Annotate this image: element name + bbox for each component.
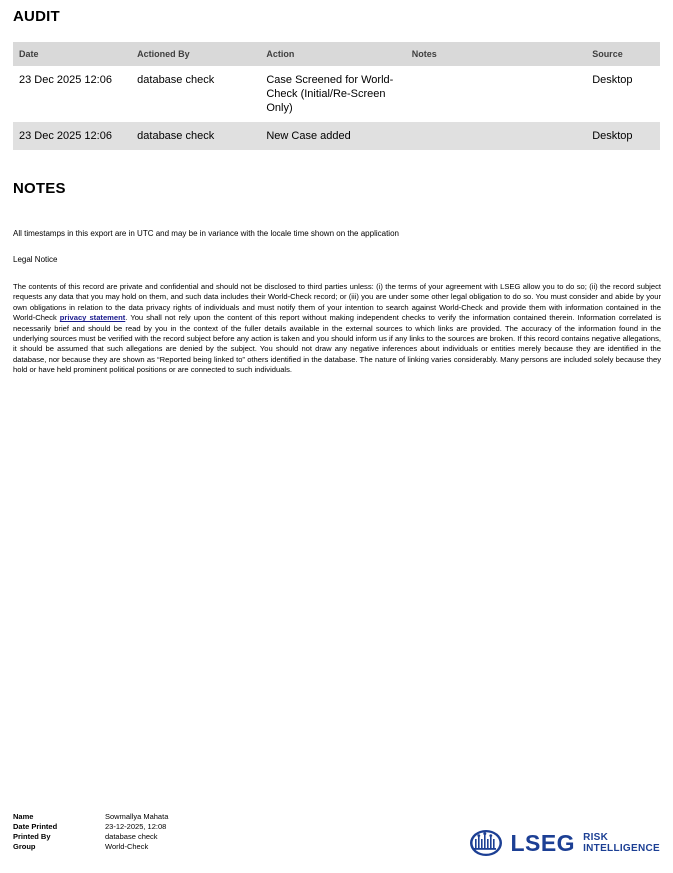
footer-key-date-printed: Date Printed bbox=[13, 822, 58, 831]
footer-value-group: World-Check bbox=[105, 842, 149, 851]
audit-cell-date: 23 Dec 2025 12:06 bbox=[13, 122, 131, 150]
audit-table bbox=[13, 42, 660, 150]
audit-table-header-row bbox=[13, 42, 660, 66]
footer-key-printed-by: Printed By bbox=[13, 832, 51, 841]
audit-column-date: Date bbox=[13, 42, 131, 66]
footer-row-name bbox=[13, 812, 168, 822]
table-row bbox=[13, 122, 660, 150]
audit-cell-date: 23 Dec 2025 12:06 bbox=[19, 74, 112, 86]
audit-column-source: Source bbox=[586, 42, 660, 66]
audit-cell-actioned-by: database check bbox=[131, 122, 260, 150]
legal-notice-body bbox=[13, 282, 661, 376]
privacy-statement-link[interactable]: privacy statement bbox=[59, 313, 126, 323]
lseg-crest-icon bbox=[469, 828, 503, 858]
audit-cell-notes bbox=[406, 66, 586, 122]
notes-section bbox=[13, 228, 661, 376]
footer-key-group: Group bbox=[13, 842, 36, 851]
legal-text-part1: The contents of this record are private and confidential and should not be disclosed to third parties unless: (i) the terms of your agreement with LSEG allow you to do so; (ii) the record subject requests any data that you may hold on them, and such data includes their World-Check record; or (iii) you are under some other legal obligation to do so. You must consider and abide by your own obligations in relation to the data privacy rights of individuals and must notify them of your intention to search against World-Check and provide them with information contained in the World-Check bbox=[13, 282, 661, 323]
lseg-brand bbox=[469, 826, 660, 860]
audit-cell-source: Desktop bbox=[586, 122, 660, 150]
audit-cell-action: Case Screened for World-Check (Initial/Re-Screen Only) bbox=[266, 74, 394, 114]
table-row bbox=[13, 66, 660, 122]
audit-cell-notes bbox=[406, 122, 586, 150]
audit-cell-actioned-by: database check bbox=[137, 74, 215, 86]
audit-column-notes: Notes bbox=[406, 42, 586, 66]
footer-row-date-printed bbox=[13, 822, 168, 832]
footer-value-name: Sowmallya Mahata bbox=[105, 812, 169, 821]
audit-column-action: Action bbox=[260, 42, 405, 66]
lseg-wordmark: LSEG bbox=[510, 829, 576, 856]
notes-section-title: NOTES bbox=[13, 180, 66, 197]
footer-row-printed-by bbox=[13, 832, 168, 842]
footer-key-name: Name bbox=[13, 812, 34, 821]
footer-value-date-printed: 23-12-2025, 12:08 bbox=[105, 822, 167, 831]
footer-metadata bbox=[13, 812, 168, 852]
audit-cell-source: Desktop bbox=[592, 74, 633, 86]
footer-row-group bbox=[13, 842, 168, 852]
legal-notice-label: Legal Notice bbox=[13, 255, 58, 264]
audit-section-title: AUDIT bbox=[13, 8, 60, 25]
audit-cell-action: New Case added bbox=[260, 122, 405, 150]
lseg-tagline-line1: RISK bbox=[583, 832, 609, 843]
legal-text-part2: . You shall not rely upon the content of this report without making independent checks to verify the information contained therein. Information correlated is necessarily brief and should be read by you in the context of the fuller details available in the external sources to which links are provided. The accuracy of the information found in the underlying sources must be verified with the record subject before any action is taken and you should inform us if any links to the sources are broken. If this record contains negative allegations, it should be assumed that such allegations are denied by the subject. You should not draw any negative inferences about individuals or entities merely because they are identified in the database, nor because they are shown as “Reported being linked to” others identified in the database. The nature of linking varies considerably. Many persons are included solely because they hold or have held prominent political positions or are connected to such individuals. bbox=[13, 313, 661, 375]
audit-column-actioned-by: Actioned By bbox=[131, 42, 260, 66]
timestamp-note: All timestamps in this export are in UTC and may be in variance with the locale time shown on the application bbox=[13, 229, 399, 238]
footer-value-printed-by: database check bbox=[105, 832, 158, 841]
lseg-tagline-line2: INTELLIGENCE bbox=[583, 843, 660, 854]
lseg-tagline bbox=[583, 832, 660, 854]
